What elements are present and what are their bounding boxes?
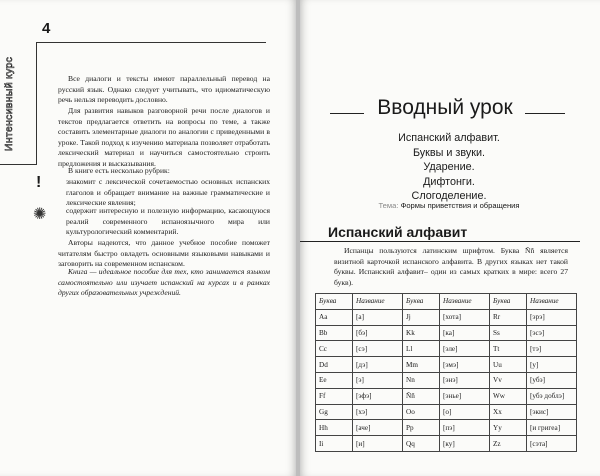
rubrics-intro: В книге есть несколько рубрик: — [68, 166, 170, 175]
letter-name-cell: [аче] — [353, 420, 403, 436]
exclamation-icon: ! — [36, 174, 42, 191]
letter-cell: Yy — [490, 420, 527, 436]
letter-name-cell: [тэ] — [527, 341, 577, 357]
letter-name-cell: [убэ доблэ] — [527, 388, 577, 404]
letter-name-cell: [дэ] — [353, 357, 403, 373]
column-header: Название — [527, 294, 577, 310]
column-header: Буква — [316, 294, 353, 310]
letter-cell: Oo — [403, 404, 440, 420]
letter-name-cell: [ка] — [440, 325, 490, 341]
column-header: Буква — [403, 294, 440, 310]
letter-cell: Dd — [316, 357, 353, 373]
letter-name-cell: [о] — [440, 404, 490, 420]
paragraph-speaking-practice: Для развития навыков разговорной речи после диалогов и текстов предлагается ответить на вопросы по теме, а также составить элементарные диалоги по аналогии с приведенными в уроке. Такой подход к изучению материала позволяет отработать лексический материал и научиться самостоятельно строить предложения и высказывания. — [58, 106, 270, 168]
letter-name-cell: [хота] — [440, 309, 490, 325]
topic-item: Испанский алфавит. — [398, 132, 500, 144]
letter-cell: Xx — [490, 404, 527, 420]
letter-cell: Zz — [490, 436, 527, 452]
letter-cell: Ll — [403, 341, 440, 357]
column-header: Название — [353, 294, 403, 310]
table-row — [316, 372, 577, 388]
column-header: Буква — [490, 294, 527, 310]
letter-name-cell: [э] — [353, 372, 403, 388]
letter-cell: Ññ — [403, 388, 440, 404]
letter-cell: Tt — [490, 341, 527, 357]
letter-cell: Cc — [316, 341, 353, 357]
column-header: Название — [440, 294, 490, 310]
letter-name-cell: [эрэ] — [527, 309, 577, 325]
letter-name-cell: [у] — [527, 357, 577, 373]
letter-cell: Ff — [316, 388, 353, 404]
letter-cell: Uu — [490, 357, 527, 373]
letter-cell: Bb — [316, 325, 353, 341]
letter-name-cell: [эмэ] — [440, 357, 490, 373]
letter-name-cell: [хэ] — [353, 404, 403, 420]
paragraph-translation: Все диалоги и тексты имеют параллельный перевод на русский язык. Однако следует учитывать, что идиоматическую речь нельзя переводить дословно. — [58, 74, 270, 105]
table-row — [316, 341, 577, 357]
theme-label: Тема: — [378, 201, 399, 210]
rubric-grammar-note: знакомит с лексической сочетаемостью основных испанских глаголов и обращает внимание на важные грамматические и лексические явления; — [66, 177, 270, 208]
letter-name-cell: [энье] — [440, 388, 490, 404]
letter-cell: Ss — [490, 325, 527, 341]
topic-item: Ударение. — [423, 161, 475, 174]
paragraph-authors-hope: Авторы надеются, что данное учебное пособие поможет читателям быстро овладеть основными языковыми навыками и заговорить на современном испанском. — [58, 238, 270, 269]
lesson-theme — [326, 201, 572, 210]
letter-cell: Jj — [403, 309, 440, 325]
table-row — [316, 357, 577, 373]
letter-name-cell: [и] — [353, 436, 403, 452]
side-tab-label: Интенсивный курс — [3, 56, 15, 152]
letter-cell: Kk — [403, 325, 440, 341]
letter-cell: Pp — [403, 420, 440, 436]
section-rule — [300, 241, 580, 242]
letter-cell: Qq — [403, 436, 440, 452]
letter-name-cell: [бэ] — [353, 325, 403, 341]
lesson-title: Вводный урок — [377, 96, 513, 119]
letter-cell: Vv — [490, 372, 527, 388]
letter-cell: Ii — [316, 436, 353, 452]
theme-value: Формы приветствия и обращения — [400, 201, 520, 210]
table-row — [316, 420, 577, 436]
title-rule-right — [525, 113, 565, 114]
table-row — [316, 325, 577, 341]
table-header-row — [316, 294, 577, 310]
letter-name-cell: [эсэ] — [527, 325, 577, 341]
sun-star-icon: ✺ — [33, 206, 47, 223]
topic-item: Слогоделение. — [411, 190, 487, 203]
topic-item: Буквы и звуки. — [412, 146, 486, 159]
alphabet-table — [315, 293, 577, 452]
page-number: 4 — [42, 20, 51, 37]
letter-name-cell: [энэ] — [440, 372, 490, 388]
table-row — [316, 404, 577, 420]
letter-cell: Ee — [316, 372, 353, 388]
letter-name-cell: [убэ] — [527, 372, 577, 388]
letter-cell: Rr — [490, 309, 527, 325]
letter-name-cell: [пэ] — [440, 420, 490, 436]
letter-name-cell: [ку] — [440, 436, 490, 452]
letter-cell: Hh — [316, 420, 353, 436]
letter-name-cell: [эфэ] — [353, 388, 403, 404]
topic-item: Дифтонги. — [423, 175, 475, 188]
letter-name-cell: [сэта] — [527, 436, 577, 452]
letter-cell: Mm — [403, 357, 440, 373]
table-row — [316, 388, 577, 404]
lesson-topics — [326, 131, 572, 204]
section-paragraph: Испанцы пользуются латинским шрифтом. Буква Ññ является визитной карточкой испанского алфавита. В других языках нет такой буквы. Испанский алфавит– один из самых кратких в мире: всего 27 букв). — [334, 246, 568, 287]
letter-cell: Ww — [490, 388, 527, 404]
rubric-culture-note: содержит интересную и полезную информацию, касающуюся реалий современного испаноязычного мира или культурологический комментарий. — [66, 206, 270, 237]
table-row — [316, 436, 577, 452]
letter-name-cell: [а] — [353, 309, 403, 325]
letter-cell: Gg — [316, 404, 353, 420]
table-row — [316, 309, 577, 325]
section-title: Испанский алфавит — [328, 224, 468, 240]
letter-name-cell: [и григеа] — [527, 420, 577, 436]
letter-name-cell: [экис] — [527, 404, 577, 420]
letter-cell: Nn — [403, 372, 440, 388]
paragraph-ideal-guide: Книга — идеальное пособие для тех, кто занимается языком самостоятельно или изучает испанский на курсах и в рамках других образовательных учреждений. — [58, 267, 270, 298]
letter-cell: Aa — [316, 309, 353, 325]
letter-name-cell: [эле] — [440, 341, 490, 357]
title-rule-left — [330, 113, 364, 114]
header-rule — [36, 42, 266, 43]
letter-name-cell: [сэ] — [353, 341, 403, 357]
